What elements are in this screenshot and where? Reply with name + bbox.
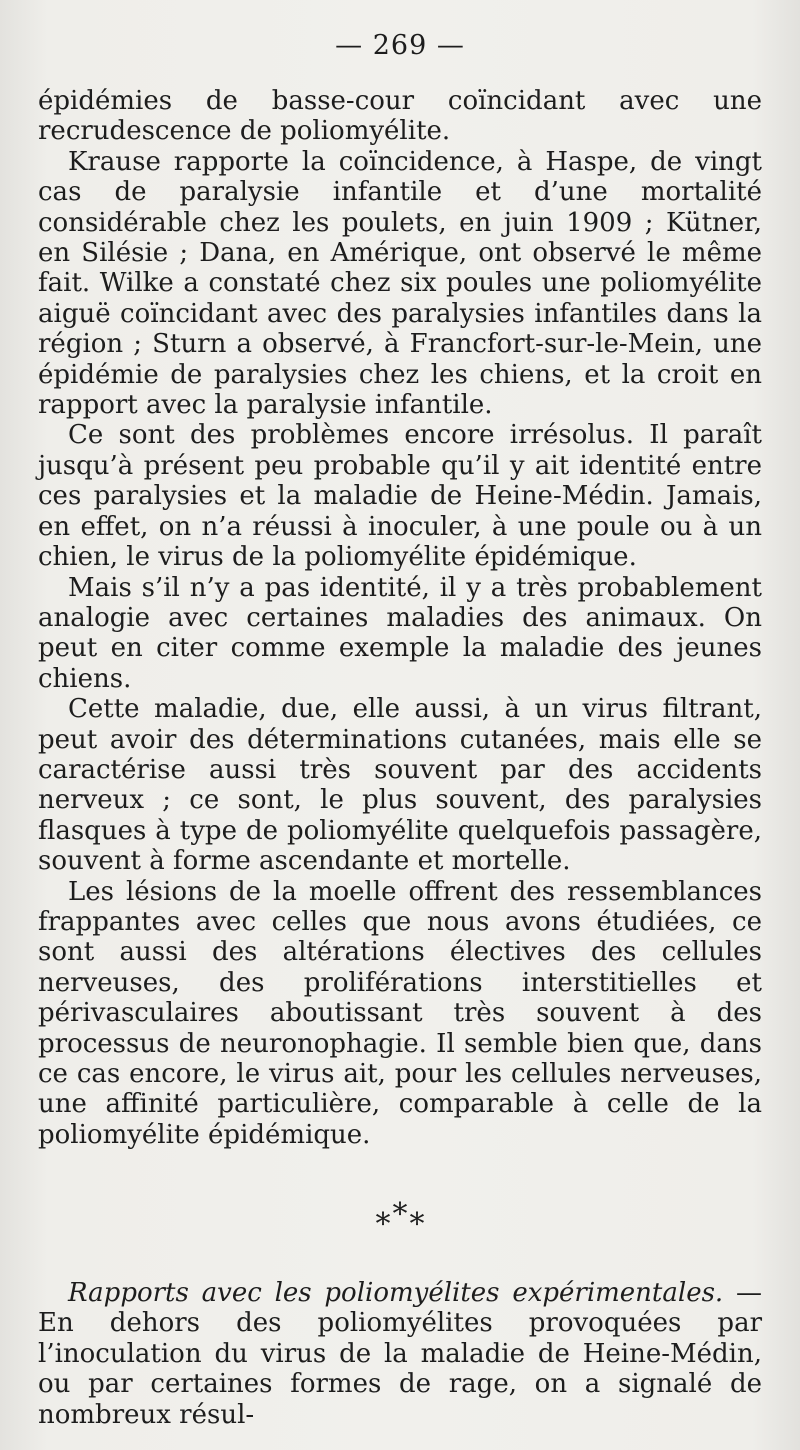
paragraph: Krause rapporte la coïncidence, à Haspe, de vingt cas de paralysie infantile et d’une mortalité considérable chez les poulets, en juin 1909 ; Kütner, en Silésie ; Dana, en Amérique, ont observé le même fait. Wilke a constaté chez six poules une poliomyélite aiguë coïncidant avec des paralysies infantiles dans la région ; Sturn a observé, à Francfort-sur-le-Mein, une épidémie de paralysies chez les chiens, et la croit en rapport avec la paralysie infantile. xyxy=(38,146,762,421)
separator-star: * xyxy=(375,1207,391,1242)
paragraph: Cette maladie, due, elle aussi, à un virus filtrant, peut avoir des déterminations cutanées, mais elle se caractérise aussi très souvent par des accidents nerveux ; ce sont, le plus souvent, des paralysies flasques à type de poliomyélite quelquefois passagère, souvent à forme ascendante et mortelle. xyxy=(38,694,762,877)
page-number: — 269 — xyxy=(335,30,465,61)
body-text xyxy=(38,86,762,1150)
section-paragraph xyxy=(38,1278,762,1430)
paragraph: Mais s’il n’y a pas identité, il y a très probablement analogie avec certaines maladies des animaux. On peut en citer comme exemple la maladie des jeunes chiens. xyxy=(38,572,762,694)
paragraph: Les lésions de la moelle offrent des ressemblances frappantes avec celles que nous avons étudiées, ce sont aussi des altérations électives des cellules nerveuses, des proliférations interstitielles et périvasculaires aboutissant très souvent à des processus de neuronophagie. Il semble bien que, dans ce cas encore, le virus ait, pour les cellules nerveuses, une affinité particulière, comparable à celle de la poliomyélite épidémique. xyxy=(38,876,762,1150)
section-block xyxy=(38,1278,762,1430)
section-text: En dehors des poliomyélites provoquées par l’inoculation du virus de la maladie de Heine-Médin, ou par certaines formes de rage, on a signalé de nombreux résul- xyxy=(38,1308,762,1430)
section-heading: Rapports avec les poliomyélites expérimentales. xyxy=(68,1278,724,1308)
paragraph: Ce sont des problèmes encore irrésolus. Il paraît jusqu’à présent peu probable qu’il y ait identité entre ces paralysies et la maladie de Heine-Médin. Jamais, en effet, on n’a réussi à inoculer, à une poule ou à un chien, le virus de la poliomyélite épidémique. xyxy=(38,420,762,573)
separator-star: * xyxy=(392,1197,408,1232)
paragraph: épidémies de basse-cour coïncidant avec une recrudescence de poliomyélite. xyxy=(38,86,762,147)
section-separator xyxy=(0,1197,800,1242)
separator-star: * xyxy=(409,1207,425,1242)
section-dash: — xyxy=(723,1278,762,1308)
